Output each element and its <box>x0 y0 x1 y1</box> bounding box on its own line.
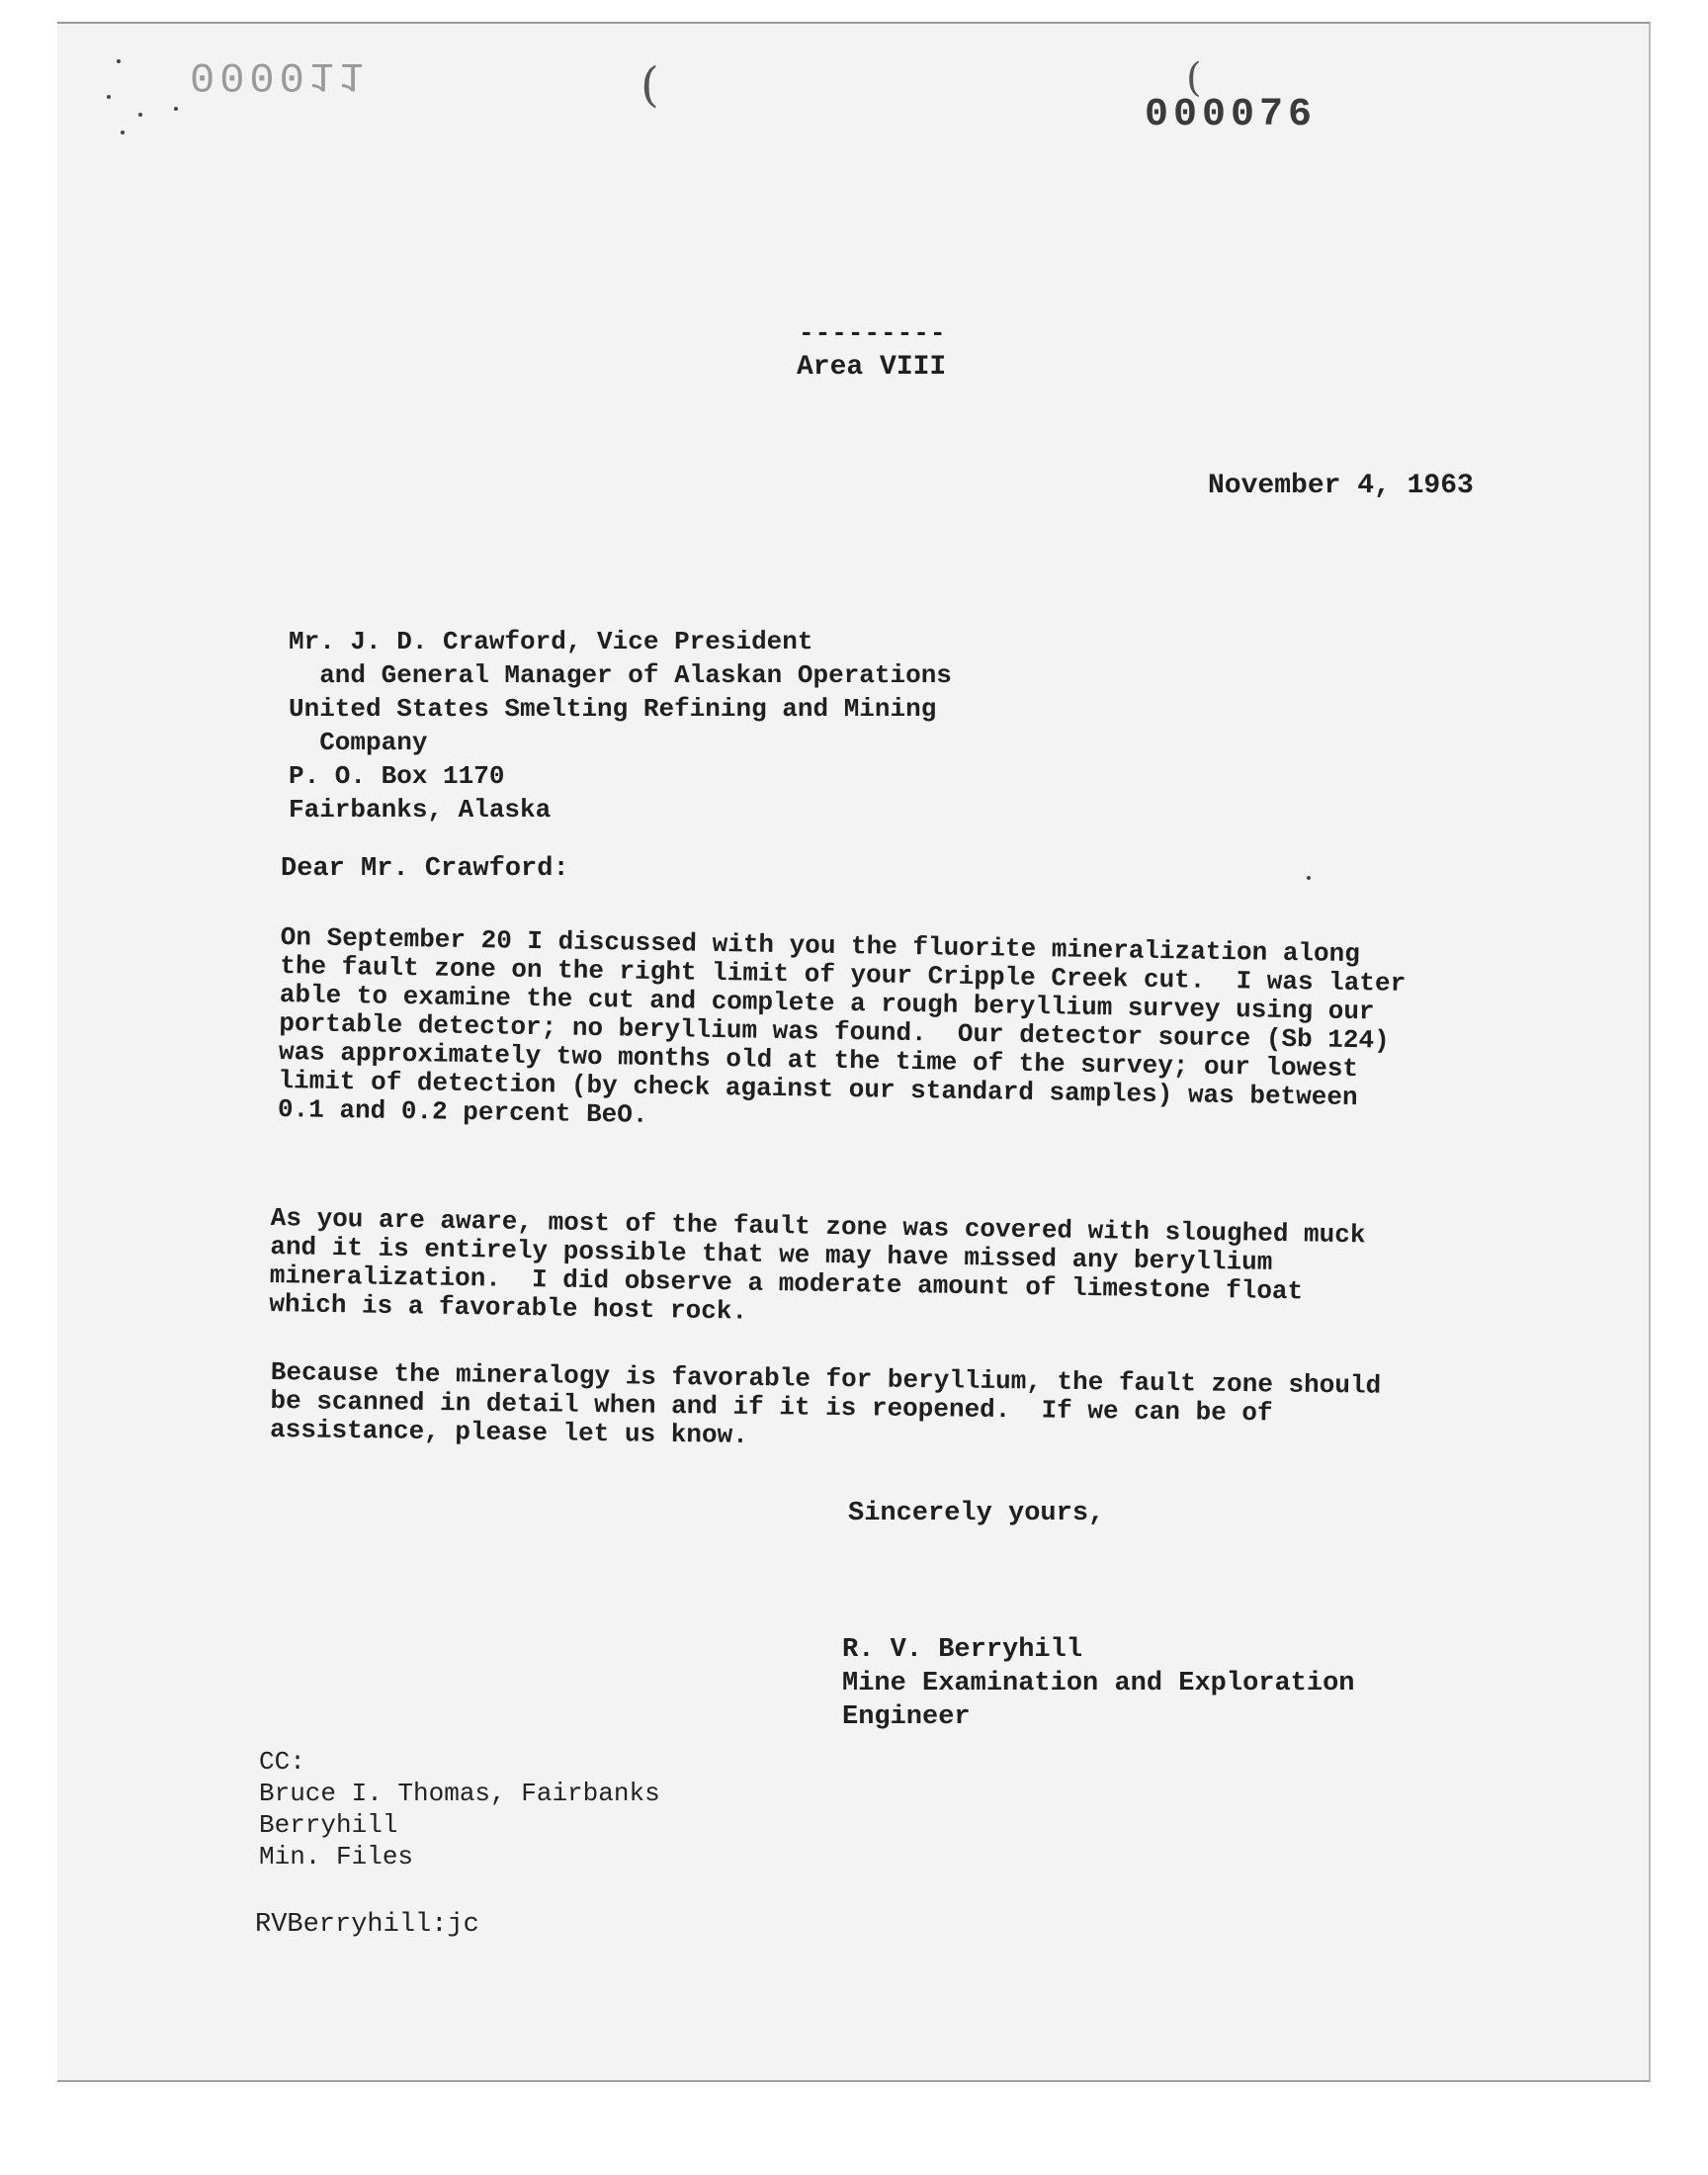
typist-initials: RVBerryhill:jc <box>255 1910 479 1940</box>
body-paragraph: On September 20 I discussed with you the fluorite mineralization along the fault zone on the right limit of your Cripple Creek cut. I was later able to examine the cut and complete a rough beryllium survey using our portable detector; no beryllium was found. Our detector source (Sb 124) was approximately two months old at the time of the survey; our lowest limit of detection (by check against our standard samples) was between 0.1 and 0.2 percent BeO. <box>277 922 1407 1130</box>
signer-title: Mine Examination and Exploration <box>842 1669 1355 1698</box>
page-number-stamp: 000076 <box>1145 93 1318 137</box>
cc-list <box>259 1746 660 1872</box>
closing: Sincerely yours, <box>848 1499 1105 1528</box>
paren-mark-right: ( <box>1186 55 1202 101</box>
signer-name: R. V. Berryhill <box>842 1635 1083 1665</box>
cc-recipient: Bruce I. Thomas, Fairbanks <box>259 1779 660 1808</box>
address-line: Fairbanks, Alaska <box>289 795 552 825</box>
address-line: P. O. Box 1170 <box>289 761 505 791</box>
body-paragraph: As you are aware, most of the fault zone was covered with sloughed muck and it is entirely possible that we may have missed any beryllium mineralization. I did observe a moderate amount of limestone float which is a favorable host rock. <box>269 1203 1366 1327</box>
body-paragraph: Because the mineralogy is favorable for beryllium, the fault zone should be scanned in detail when and if it is reopened. If we can be of assistance, please let us know. <box>269 1357 1382 1450</box>
header-dashes: --------- <box>799 318 947 348</box>
recipient-address <box>289 625 952 826</box>
speck-mark <box>1307 876 1311 880</box>
letter-date: November 4, 1963 <box>1208 471 1474 501</box>
speck-mark <box>121 130 125 134</box>
speck-mark <box>107 95 111 99</box>
signature-block <box>842 1633 1354 1734</box>
address-line: Company <box>289 728 428 757</box>
signer-title: Engineer <box>842 1702 971 1732</box>
paren-mark-left: ( <box>640 57 659 113</box>
cc-label: CC: <box>259 1747 305 1777</box>
speck-mark <box>174 107 178 111</box>
salutation: Dear Mr. Crawford: <box>281 854 569 884</box>
area-heading: Area VIII <box>797 352 947 383</box>
cc-recipient: Min. Files <box>259 1842 414 1871</box>
speck-mark <box>117 59 121 63</box>
address-line: United States Smelting Refining and Mining <box>289 694 937 724</box>
speck-mark <box>138 113 142 117</box>
ghost-page-number: 000011 <box>190 51 370 99</box>
cc-recipient: Berryhill <box>259 1810 398 1840</box>
address-line: and General Manager of Alaskan Operations <box>289 660 952 690</box>
address-line: Mr. J. D. Crawford, Vice President <box>289 627 813 656</box>
